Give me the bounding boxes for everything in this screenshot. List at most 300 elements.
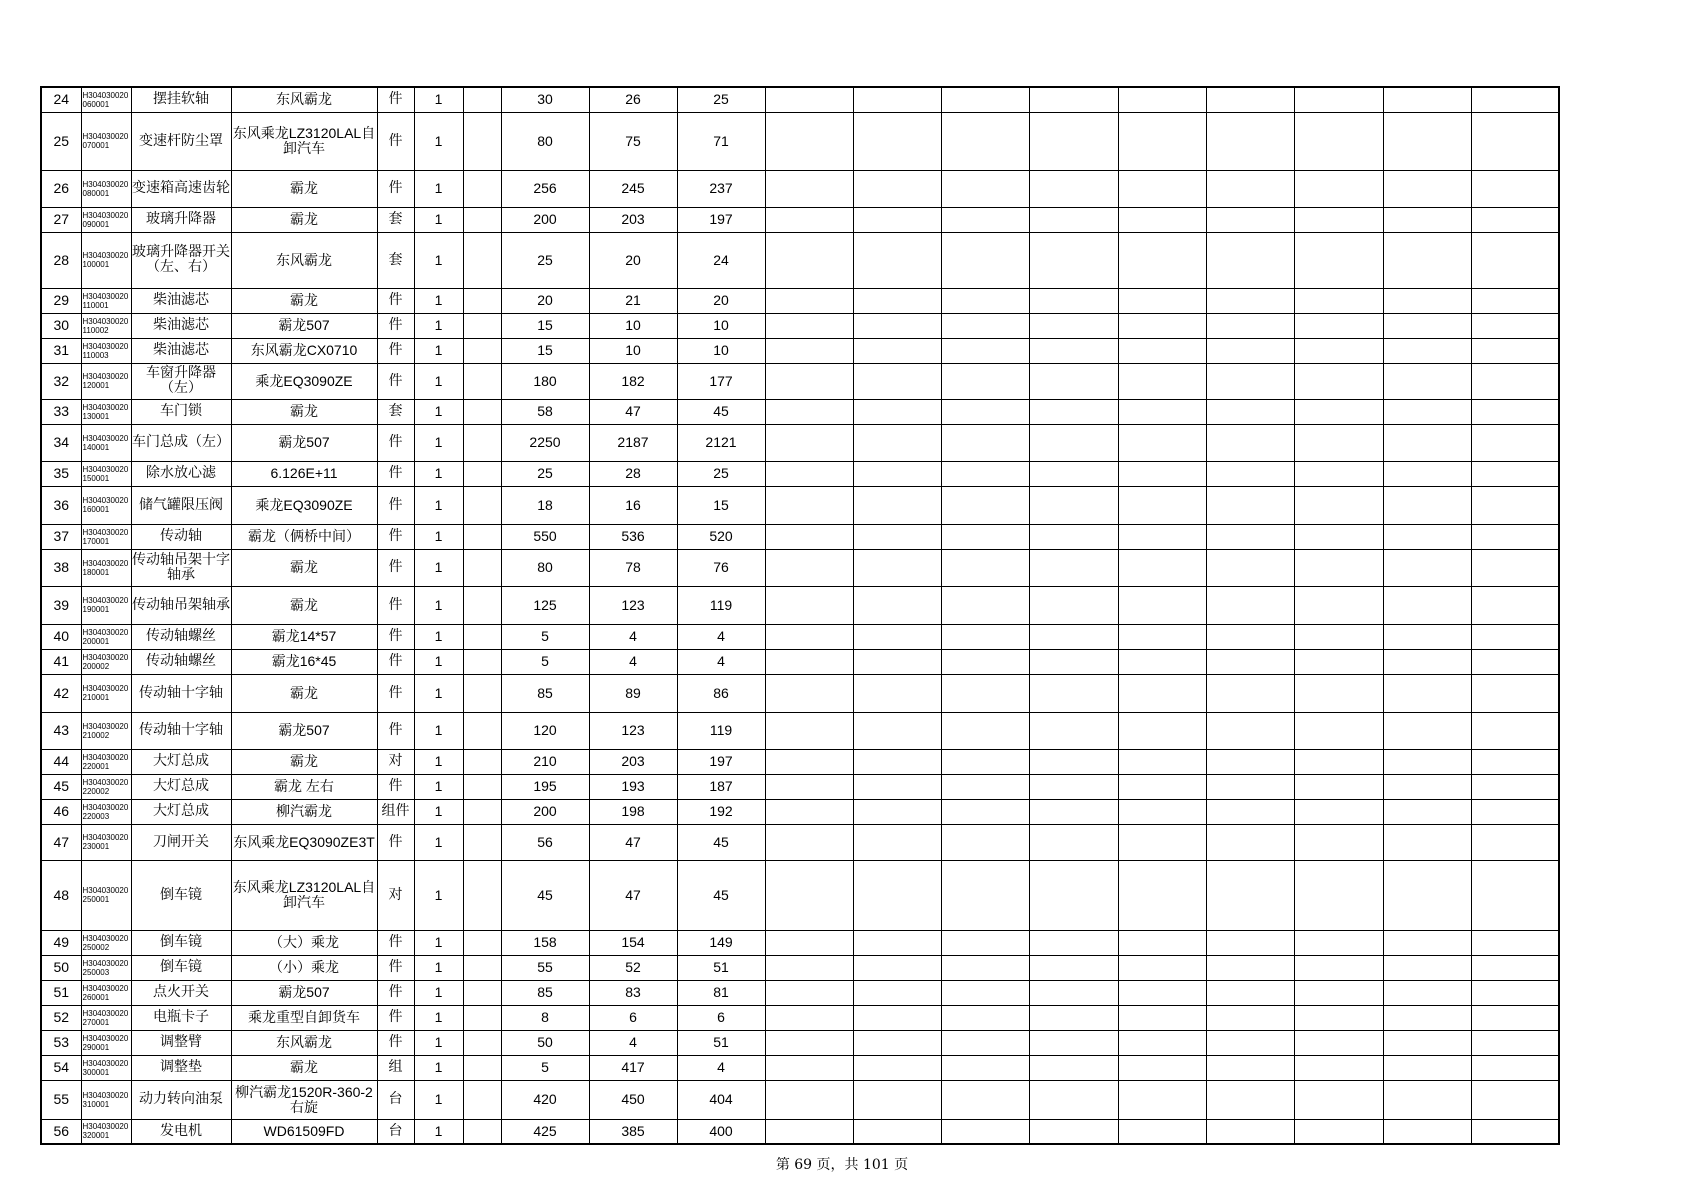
cell-empty bbox=[463, 399, 501, 424]
cell-unit: 件 bbox=[377, 930, 414, 955]
cell-empty bbox=[853, 207, 941, 232]
cell-p1: 125 bbox=[501, 586, 589, 624]
cell-empty bbox=[1206, 860, 1294, 930]
cell-code: H304030020260001 bbox=[81, 980, 131, 1005]
cell-spec: 霸龙 bbox=[231, 170, 377, 207]
cell-empty bbox=[463, 1119, 501, 1144]
cell-code: H304030020110002 bbox=[81, 313, 131, 338]
cell-p3: 4 bbox=[677, 1055, 765, 1080]
cell-no: 24 bbox=[41, 87, 81, 112]
cell-no: 52 bbox=[41, 1005, 81, 1030]
cell-p1: 420 bbox=[501, 1080, 589, 1119]
cell-empty bbox=[1383, 824, 1471, 860]
table-row bbox=[41, 624, 1559, 649]
cell-empty bbox=[1118, 399, 1206, 424]
cell-no: 29 bbox=[41, 288, 81, 313]
cell-no: 43 bbox=[41, 712, 81, 749]
cell-unit: 套 bbox=[377, 232, 414, 288]
cell-empty bbox=[1383, 486, 1471, 524]
cell-name: 动力转向油泵 bbox=[131, 1080, 231, 1119]
cell-empty bbox=[1294, 799, 1383, 824]
cell-p1: 25 bbox=[501, 232, 589, 288]
cell-empty bbox=[1383, 980, 1471, 1005]
cell-code: H304030020120001 bbox=[81, 363, 131, 399]
cell-empty bbox=[1118, 624, 1206, 649]
cell-empty bbox=[1294, 774, 1383, 799]
cell-empty bbox=[1118, 774, 1206, 799]
cell-empty bbox=[1118, 232, 1206, 288]
cell-empty bbox=[1029, 170, 1118, 207]
cell-name: 柴油滤芯 bbox=[131, 338, 231, 363]
cell-p2: 2187 bbox=[589, 424, 677, 461]
table-row bbox=[41, 749, 1559, 774]
cell-empty bbox=[941, 363, 1029, 399]
cell-p2: 154 bbox=[589, 930, 677, 955]
cell-empty bbox=[1383, 232, 1471, 288]
cell-empty bbox=[1029, 980, 1118, 1005]
cell-code: H304030020080001 bbox=[81, 170, 131, 207]
cell-name: 大灯总成 bbox=[131, 774, 231, 799]
cell-empty bbox=[1471, 1030, 1559, 1055]
cell-empty bbox=[1206, 87, 1294, 112]
cell-code: H304030020250002 bbox=[81, 930, 131, 955]
cell-empty bbox=[853, 1119, 941, 1144]
cell-empty bbox=[1206, 649, 1294, 674]
cell-empty bbox=[1118, 288, 1206, 313]
cell-name: 柴油滤芯 bbox=[131, 288, 231, 313]
cell-empty bbox=[463, 363, 501, 399]
cell-empty bbox=[1029, 649, 1118, 674]
cell-unit: 件 bbox=[377, 649, 414, 674]
cell-p2: 4 bbox=[589, 1030, 677, 1055]
cell-empty bbox=[463, 1080, 501, 1119]
cell-no: 31 bbox=[41, 338, 81, 363]
cell-name: 柴油滤芯 bbox=[131, 313, 231, 338]
cell-empty bbox=[1029, 1055, 1118, 1080]
cell-p3: 24 bbox=[677, 232, 765, 288]
table-row bbox=[41, 980, 1559, 1005]
cell-spec: 东风霸龙 bbox=[231, 232, 377, 288]
cell-empty bbox=[1029, 799, 1118, 824]
cell-empty bbox=[941, 461, 1029, 486]
cell-empty bbox=[1294, 549, 1383, 586]
cell-empty bbox=[1294, 424, 1383, 461]
cell-empty bbox=[1383, 549, 1471, 586]
table-row bbox=[41, 363, 1559, 399]
cell-empty bbox=[941, 524, 1029, 549]
cell-p1: 195 bbox=[501, 774, 589, 799]
cell-empty bbox=[1294, 207, 1383, 232]
cell-empty bbox=[853, 424, 941, 461]
cell-empty bbox=[941, 824, 1029, 860]
cell-empty bbox=[1029, 1080, 1118, 1119]
cell-p3: 45 bbox=[677, 860, 765, 930]
cell-empty bbox=[1118, 955, 1206, 980]
cell-empty bbox=[1206, 399, 1294, 424]
cell-p3: 119 bbox=[677, 586, 765, 624]
cell-code: H304030020170001 bbox=[81, 524, 131, 549]
table-row bbox=[41, 1055, 1559, 1080]
cell-empty bbox=[853, 338, 941, 363]
cell-empty bbox=[1118, 461, 1206, 486]
cell-spec: 霸龙 bbox=[231, 749, 377, 774]
cell-empty bbox=[1471, 824, 1559, 860]
cell-spec: 柳汽霸龙 bbox=[231, 799, 377, 824]
cell-empty bbox=[765, 860, 853, 930]
cell-empty bbox=[941, 112, 1029, 170]
cell-p1: 15 bbox=[501, 338, 589, 363]
table-row bbox=[41, 313, 1559, 338]
cell-qty: 1 bbox=[414, 87, 463, 112]
cell-unit: 件 bbox=[377, 1005, 414, 1030]
cell-empty bbox=[1206, 712, 1294, 749]
cell-unit: 件 bbox=[377, 524, 414, 549]
cell-empty bbox=[1294, 112, 1383, 170]
cell-empty bbox=[1029, 955, 1118, 980]
cell-p1: 50 bbox=[501, 1030, 589, 1055]
cell-p1: 5 bbox=[501, 624, 589, 649]
cell-spec: 霸龙 左右 bbox=[231, 774, 377, 799]
cell-empty bbox=[1206, 774, 1294, 799]
cell-qty: 1 bbox=[414, 649, 463, 674]
cell-empty bbox=[1383, 1055, 1471, 1080]
cell-empty bbox=[1471, 586, 1559, 624]
cell-unit: 件 bbox=[377, 170, 414, 207]
cell-p3: 197 bbox=[677, 207, 765, 232]
cell-empty bbox=[1206, 1030, 1294, 1055]
cell-p3: 25 bbox=[677, 461, 765, 486]
cell-p3: 51 bbox=[677, 1030, 765, 1055]
cell-qty: 1 bbox=[414, 799, 463, 824]
cell-no: 39 bbox=[41, 586, 81, 624]
cell-unit: 件 bbox=[377, 461, 414, 486]
cell-unit: 件 bbox=[377, 288, 414, 313]
cell-empty bbox=[765, 1119, 853, 1144]
cell-empty bbox=[941, 232, 1029, 288]
cell-empty bbox=[1029, 930, 1118, 955]
cell-empty bbox=[463, 1030, 501, 1055]
cell-p2: 78 bbox=[589, 549, 677, 586]
cell-name: 除水放心滤 bbox=[131, 461, 231, 486]
cell-empty bbox=[1294, 860, 1383, 930]
cell-spec: 霸龙 bbox=[231, 549, 377, 586]
cell-empty bbox=[1118, 1119, 1206, 1144]
cell-empty bbox=[1383, 170, 1471, 207]
cell-unit: 件 bbox=[377, 424, 414, 461]
cell-name: 发电机 bbox=[131, 1119, 231, 1144]
cell-empty bbox=[1206, 799, 1294, 824]
cell-empty bbox=[1294, 930, 1383, 955]
cell-empty bbox=[1029, 586, 1118, 624]
cell-no: 44 bbox=[41, 749, 81, 774]
cell-p3: 177 bbox=[677, 363, 765, 399]
cell-name: 电瓶卡子 bbox=[131, 1005, 231, 1030]
cell-p2: 89 bbox=[589, 674, 677, 712]
cell-p2: 4 bbox=[589, 649, 677, 674]
cell-name: 倒车镜 bbox=[131, 930, 231, 955]
cell-empty bbox=[765, 1055, 853, 1080]
cell-code: H304030020190001 bbox=[81, 586, 131, 624]
cell-p1: 85 bbox=[501, 674, 589, 712]
cell-code: H304030020110003 bbox=[81, 338, 131, 363]
cell-empty bbox=[1383, 524, 1471, 549]
cell-empty bbox=[1206, 232, 1294, 288]
cell-code: H304030020200002 bbox=[81, 649, 131, 674]
cell-qty: 1 bbox=[414, 338, 463, 363]
cell-no: 37 bbox=[41, 524, 81, 549]
cell-p2: 203 bbox=[589, 749, 677, 774]
table-row bbox=[41, 674, 1559, 712]
cell-name: 摆挂软轴 bbox=[131, 87, 231, 112]
cell-qty: 1 bbox=[414, 712, 463, 749]
cell-code: H304030020250003 bbox=[81, 955, 131, 980]
cell-empty bbox=[463, 586, 501, 624]
cell-empty bbox=[1471, 955, 1559, 980]
table-row bbox=[41, 424, 1559, 461]
cell-empty bbox=[1206, 824, 1294, 860]
cell-p2: 47 bbox=[589, 860, 677, 930]
cell-empty bbox=[853, 313, 941, 338]
cell-empty bbox=[941, 649, 1029, 674]
cell-no: 27 bbox=[41, 207, 81, 232]
cell-empty bbox=[1029, 424, 1118, 461]
cell-code: H304030020230001 bbox=[81, 824, 131, 860]
cell-empty bbox=[1206, 486, 1294, 524]
cell-empty bbox=[765, 980, 853, 1005]
cell-empty bbox=[1029, 549, 1118, 586]
cell-empty bbox=[941, 674, 1029, 712]
cell-code: H304030020310001 bbox=[81, 1080, 131, 1119]
cell-empty bbox=[1118, 649, 1206, 674]
cell-empty bbox=[1294, 624, 1383, 649]
cell-empty bbox=[853, 860, 941, 930]
cell-empty bbox=[853, 824, 941, 860]
cell-empty bbox=[1383, 399, 1471, 424]
cell-unit: 对 bbox=[377, 749, 414, 774]
cell-empty bbox=[1471, 980, 1559, 1005]
cell-p1: 18 bbox=[501, 486, 589, 524]
cell-spec: 霸龙16*45 bbox=[231, 649, 377, 674]
cell-empty bbox=[1471, 288, 1559, 313]
cell-spec: 霸龙 bbox=[231, 674, 377, 712]
cell-empty bbox=[1118, 930, 1206, 955]
cell-p2: 245 bbox=[589, 170, 677, 207]
parts-price-table bbox=[40, 86, 1560, 1145]
cell-empty bbox=[1383, 87, 1471, 112]
cell-empty bbox=[1118, 1055, 1206, 1080]
cell-empty bbox=[1471, 549, 1559, 586]
cell-qty: 1 bbox=[414, 461, 463, 486]
cell-p3: 4 bbox=[677, 624, 765, 649]
cell-code: H304030020180001 bbox=[81, 549, 131, 586]
cell-empty bbox=[463, 112, 501, 170]
cell-qty: 1 bbox=[414, 1055, 463, 1080]
cell-empty bbox=[1471, 1055, 1559, 1080]
cell-p2: 52 bbox=[589, 955, 677, 980]
cell-empty bbox=[1029, 824, 1118, 860]
cell-p1: 200 bbox=[501, 799, 589, 824]
cell-empty bbox=[941, 486, 1029, 524]
cell-empty bbox=[463, 87, 501, 112]
cell-qty: 1 bbox=[414, 930, 463, 955]
cell-empty bbox=[765, 624, 853, 649]
cell-p3: 192 bbox=[677, 799, 765, 824]
cell-empty bbox=[941, 1080, 1029, 1119]
cell-empty bbox=[1206, 1055, 1294, 1080]
cell-empty bbox=[1471, 424, 1559, 461]
cell-empty bbox=[1206, 980, 1294, 1005]
cell-empty bbox=[463, 524, 501, 549]
cell-empty bbox=[463, 232, 501, 288]
cell-empty bbox=[1029, 774, 1118, 799]
cell-no: 46 bbox=[41, 799, 81, 824]
cell-spec: 东风霸龙 bbox=[231, 87, 377, 112]
cell-no: 25 bbox=[41, 112, 81, 170]
cell-p3: 10 bbox=[677, 313, 765, 338]
cell-spec: 乘龙EQ3090ZE bbox=[231, 486, 377, 524]
cell-spec: 霸龙14*57 bbox=[231, 624, 377, 649]
cell-empty bbox=[941, 338, 1029, 363]
cell-qty: 1 bbox=[414, 424, 463, 461]
cell-empty bbox=[1294, 1080, 1383, 1119]
cell-spec: 乘龙EQ3090ZE bbox=[231, 363, 377, 399]
cell-name: 大灯总成 bbox=[131, 749, 231, 774]
cell-empty bbox=[1383, 1005, 1471, 1030]
cell-p3: 4 bbox=[677, 649, 765, 674]
cell-empty bbox=[1206, 170, 1294, 207]
cell-empty bbox=[853, 170, 941, 207]
cell-code: H304030020220003 bbox=[81, 799, 131, 824]
cell-empty bbox=[1471, 207, 1559, 232]
cell-p1: 20 bbox=[501, 288, 589, 313]
cell-name: 传动轴螺丝 bbox=[131, 624, 231, 649]
cell-name: 大灯总成 bbox=[131, 799, 231, 824]
cell-code: H304030020100001 bbox=[81, 232, 131, 288]
cell-p3: 10 bbox=[677, 338, 765, 363]
cell-p3: 119 bbox=[677, 712, 765, 749]
cell-empty bbox=[1471, 860, 1559, 930]
cell-no: 41 bbox=[41, 649, 81, 674]
cell-spec: 乘龙重型自卸货车 bbox=[231, 1005, 377, 1030]
cell-empty bbox=[1029, 749, 1118, 774]
cell-empty bbox=[941, 624, 1029, 649]
cell-unit: 件 bbox=[377, 955, 414, 980]
cell-no: 45 bbox=[41, 774, 81, 799]
cell-empty bbox=[765, 363, 853, 399]
cell-empty bbox=[765, 649, 853, 674]
cell-qty: 1 bbox=[414, 774, 463, 799]
cell-empty bbox=[1471, 930, 1559, 955]
cell-empty bbox=[1118, 1005, 1206, 1030]
table-row bbox=[41, 170, 1559, 207]
cell-empty bbox=[463, 461, 501, 486]
cell-empty bbox=[1383, 1030, 1471, 1055]
cell-name: 传动轴十字轴 bbox=[131, 674, 231, 712]
cell-p2: 182 bbox=[589, 363, 677, 399]
cell-empty bbox=[853, 363, 941, 399]
cell-empty bbox=[941, 749, 1029, 774]
cell-qty: 1 bbox=[414, 1119, 463, 1144]
cell-empty bbox=[1294, 232, 1383, 288]
cell-no: 35 bbox=[41, 461, 81, 486]
cell-empty bbox=[765, 955, 853, 980]
cell-name: 变速杆防尘罩 bbox=[131, 112, 231, 170]
cell-unit: 件 bbox=[377, 980, 414, 1005]
cell-unit: 套 bbox=[377, 399, 414, 424]
cell-empty bbox=[765, 87, 853, 112]
cell-empty bbox=[1206, 207, 1294, 232]
cell-empty bbox=[1471, 338, 1559, 363]
cell-spec: （大）乘龙 bbox=[231, 930, 377, 955]
cell-spec: 霸龙 bbox=[231, 1055, 377, 1080]
cell-name: 点火开关 bbox=[131, 980, 231, 1005]
cell-p2: 123 bbox=[589, 586, 677, 624]
cell-no: 36 bbox=[41, 486, 81, 524]
table-row bbox=[41, 799, 1559, 824]
cell-p3: 520 bbox=[677, 524, 765, 549]
cell-empty bbox=[463, 860, 501, 930]
cell-empty bbox=[1029, 87, 1118, 112]
cell-unit: 套 bbox=[377, 207, 414, 232]
cell-name: 车窗升降器（左） bbox=[131, 363, 231, 399]
cell-no: 34 bbox=[41, 424, 81, 461]
cell-p1: 15 bbox=[501, 313, 589, 338]
cell-qty: 1 bbox=[414, 232, 463, 288]
cell-p2: 47 bbox=[589, 824, 677, 860]
cell-empty bbox=[463, 288, 501, 313]
cell-empty bbox=[1294, 486, 1383, 524]
cell-empty bbox=[765, 1080, 853, 1119]
cell-empty bbox=[1294, 363, 1383, 399]
cell-empty bbox=[1206, 112, 1294, 170]
cell-empty bbox=[765, 799, 853, 824]
cell-empty bbox=[1471, 524, 1559, 549]
cell-empty bbox=[1206, 338, 1294, 363]
cell-unit: 件 bbox=[377, 586, 414, 624]
cell-name: 调整臂 bbox=[131, 1030, 231, 1055]
cell-empty bbox=[463, 207, 501, 232]
cell-empty bbox=[941, 549, 1029, 586]
cell-empty bbox=[1206, 586, 1294, 624]
cell-empty bbox=[765, 112, 853, 170]
cell-empty bbox=[853, 524, 941, 549]
cell-p2: 83 bbox=[589, 980, 677, 1005]
cell-empty bbox=[1471, 674, 1559, 712]
cell-empty bbox=[1294, 980, 1383, 1005]
cell-code: H304030020210001 bbox=[81, 674, 131, 712]
cell-p2: 123 bbox=[589, 712, 677, 749]
table-row bbox=[41, 232, 1559, 288]
cell-empty bbox=[463, 955, 501, 980]
cell-empty bbox=[1383, 363, 1471, 399]
cell-no: 49 bbox=[41, 930, 81, 955]
cell-empty bbox=[1118, 524, 1206, 549]
cell-empty bbox=[941, 1119, 1029, 1144]
cell-empty bbox=[1294, 313, 1383, 338]
cell-code: H304030020140001 bbox=[81, 424, 131, 461]
cell-p3: 6 bbox=[677, 1005, 765, 1030]
cell-p2: 417 bbox=[589, 1055, 677, 1080]
cell-qty: 1 bbox=[414, 170, 463, 207]
cell-empty bbox=[1118, 486, 1206, 524]
cell-no: 30 bbox=[41, 313, 81, 338]
cell-empty bbox=[463, 486, 501, 524]
cell-p1: 2250 bbox=[501, 424, 589, 461]
cell-code: H304030020270001 bbox=[81, 1005, 131, 1030]
cell-spec: 霸龙 bbox=[231, 207, 377, 232]
cell-spec: 东风乘龙LZ3120LAL自卸汽车 bbox=[231, 860, 377, 930]
cell-p1: 80 bbox=[501, 549, 589, 586]
